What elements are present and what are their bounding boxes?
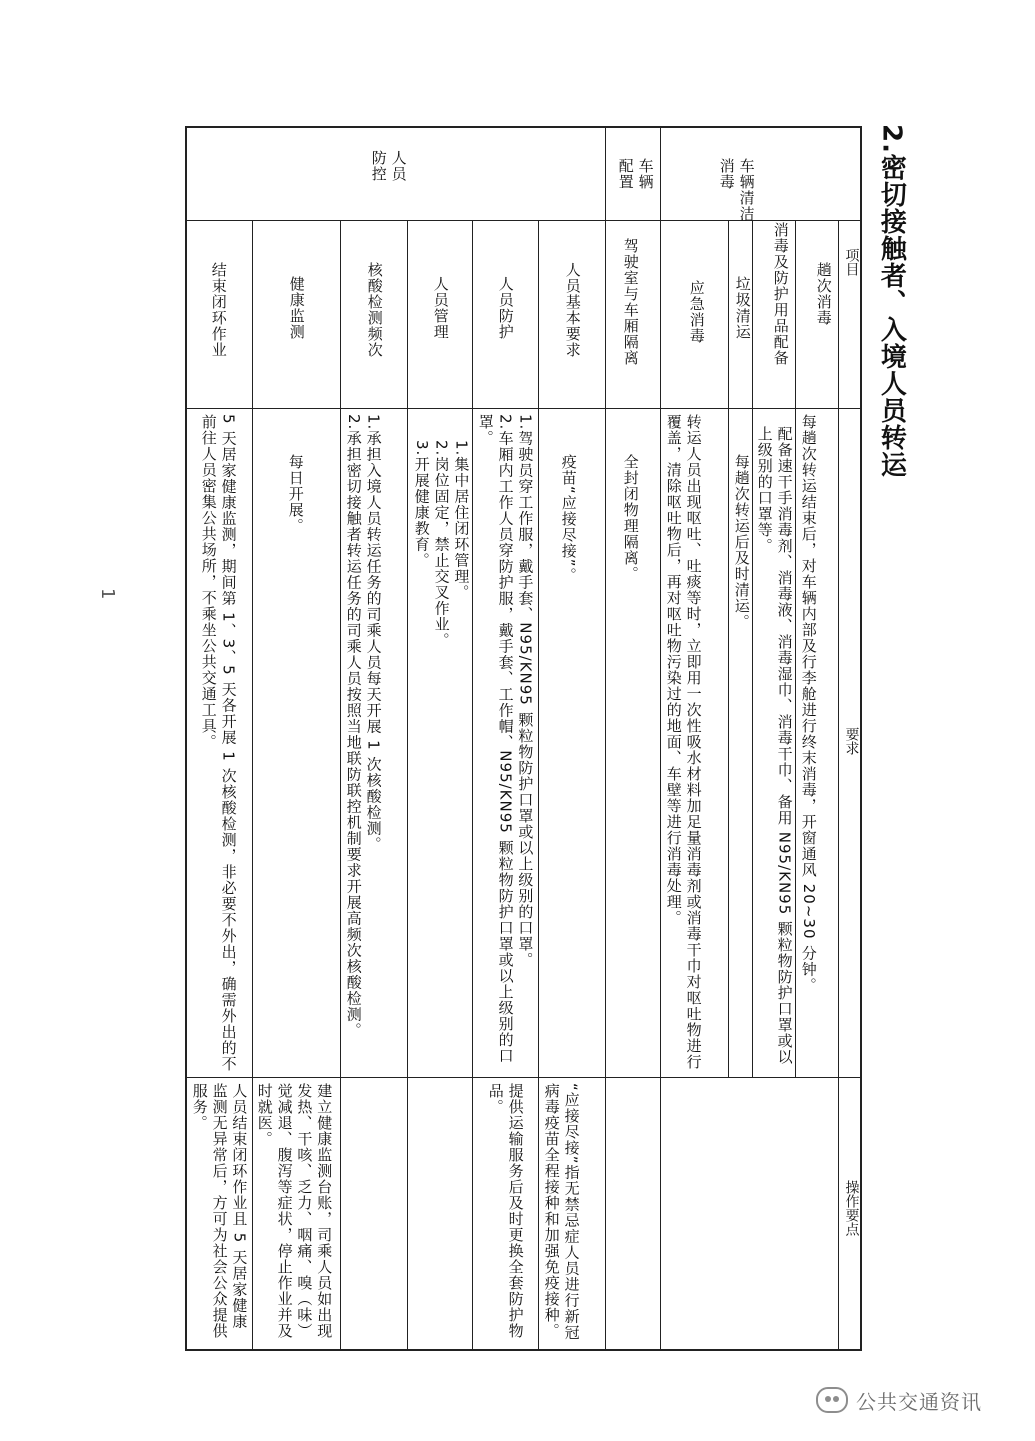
header-item: 项目 bbox=[843, 248, 860, 276]
req-supplies: 配备速干手消毒剂、消毒液、消毒湿巾、消毒干巾、备用 N95/KN95 颗粒物防护口罩或以上级别的口罩等。 bbox=[755, 426, 794, 1066]
req-garbage: 每趟次转运后及时清运。 bbox=[732, 454, 751, 630]
item-nucleic-test: 核酸检测频次 bbox=[365, 262, 384, 358]
wechat-icon bbox=[816, 1387, 848, 1413]
req-health-monitoring: 每日开展。 bbox=[286, 454, 305, 534]
table-border-left bbox=[185, 126, 187, 1351]
group-vehicle-config: 车辆配置 bbox=[616, 158, 655, 190]
req-protection: 1.驾驶员穿工作服，戴手套、N95/KN95 颗粒物防护口罩或以上级别的口罩。 2.车厢内工作人员穿防护服，戴手套、工作帽、N95/KN95 颗粒物防护口罩或以上级别的口罩。 bbox=[476, 414, 535, 1064]
item-supplies: 消毒及防护用品配备 bbox=[771, 222, 790, 366]
req-trip-disinfection: 每趟次转运结束后，对车辆内部及行李舱进行终末消毒，开窗通风 20~30 分钟。 bbox=[799, 414, 818, 994]
req-nucleic-test: 1.承担入境人员转运任务的司乘人员每天开展 1 次核酸检测。 2.承担密切接触者转运任务的司乘人员按照当地联防联控机制要求开展高频次核酸检测。 bbox=[344, 414, 383, 1039]
item-health-monitoring: 健康监测 bbox=[287, 276, 306, 340]
points-protection: 提供运输服务后及时更换全套防护物品。 bbox=[486, 1083, 525, 1339]
req-cab-isolation: 全封闭物理隔离。 bbox=[621, 454, 640, 582]
req-basic-req: 疫苗“应接尽接”。 bbox=[559, 454, 578, 584]
page-number: 1 bbox=[96, 588, 118, 600]
header-points: 操作要点 bbox=[843, 1180, 860, 1236]
table-border-top bbox=[185, 126, 862, 128]
item-basic-req: 人员基本要求 bbox=[563, 262, 582, 358]
group-personnel: 人员防控 bbox=[369, 150, 408, 182]
group-vehicle-clean: 车辆清洁消毒 bbox=[717, 158, 756, 222]
req-end-loop: 5 天居家健康监测，期间第 1、3、5 天各开展 1 次核酸检测，非必要不外出，确需外出的不前往人员密集公共场所，不乘坐公共交通工具。 bbox=[199, 414, 238, 1072]
item-protection: 人员防护 bbox=[496, 276, 515, 340]
points-basic-req: “应接尽接”指无禁忌症人员进行新冠病毒疫苗全程接种和加强免疫接种。 bbox=[542, 1083, 581, 1341]
item-emergency-disinfection: 应急消毒 bbox=[687, 280, 706, 344]
watermark bbox=[816, 1383, 1026, 1417]
req-management: 1.集中居住闭环管理。 2.岗位固定，禁止交叉作业。 3.开展健康教育。 bbox=[412, 440, 471, 649]
item-cab-isolation: 驾驶室与车厢隔离 bbox=[621, 238, 640, 366]
table-border-bottom bbox=[185, 1349, 862, 1351]
req-emergency-disinfection: 转运人员出现呕吐、吐痰等时，立即用一次性吸水材料加足量消毒剂或消毒干巾对呕吐物进行覆盖，清除呕吐物后，再对呕吐物污染过的地面、车壁等进行消毒处理。 bbox=[664, 414, 703, 1070]
points-health-monitoring: 建立健康监测台账，司乘人员如出现发热、干咳、乏力、咽痛、嗅（味）觉减退、腹泻等症状，停止作业并及时就医。 bbox=[255, 1083, 334, 1339]
item-end-loop: 结束闭环作业 bbox=[209, 262, 228, 358]
item-trip-disinfection: 趟次消毒 bbox=[814, 262, 833, 326]
header-requirement: 要求 bbox=[843, 727, 860, 755]
item-management: 人员管理 bbox=[431, 276, 450, 340]
points-end-loop: 人员结束闭环作业且 5 天居家健康监测无异常后，方可为社会公众提供服务。 bbox=[190, 1083, 249, 1339]
page-title: 2.密切接触者、入境人员转运 bbox=[876, 124, 907, 478]
item-garbage: 垃圾清运 bbox=[733, 276, 752, 340]
watermark-text: 公共交通资讯 bbox=[856, 1389, 982, 1414]
